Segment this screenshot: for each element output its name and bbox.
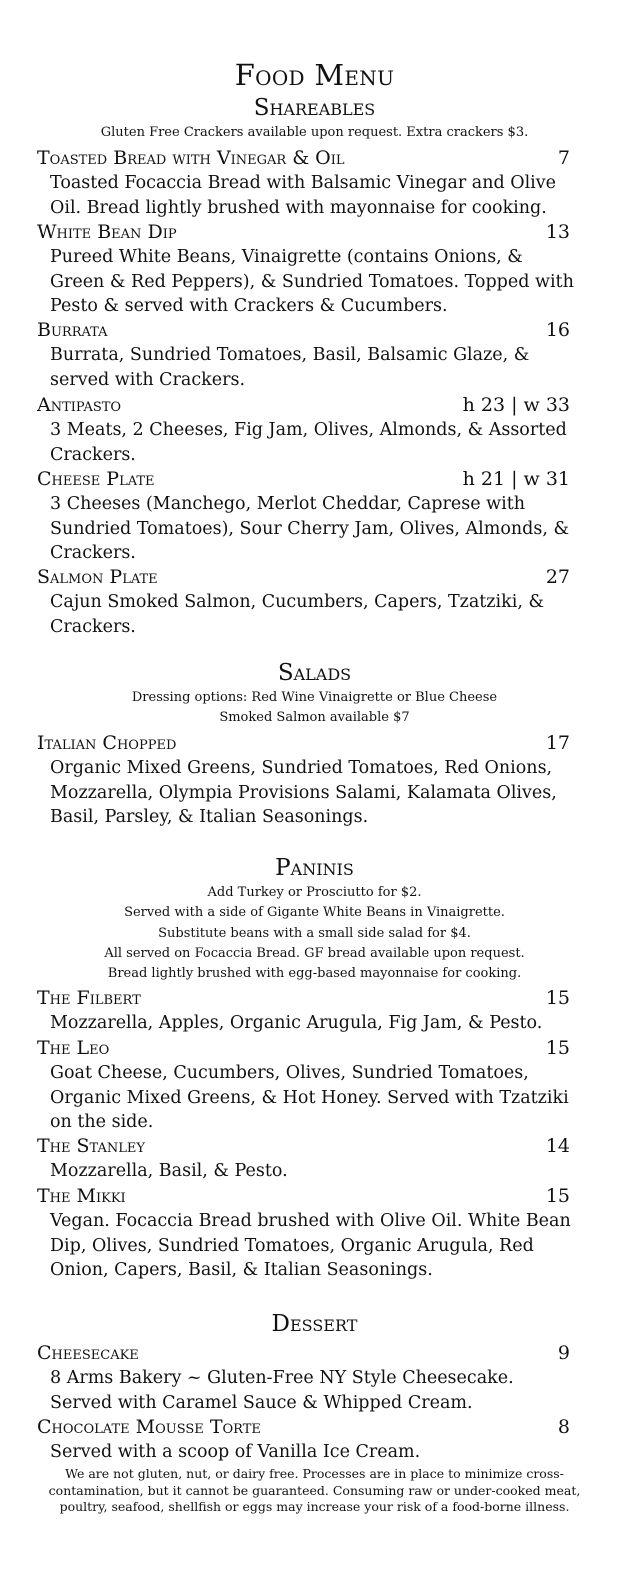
item-price: h 21 | w 31: [462, 468, 570, 490]
menu-item-italian-chopped: [37, 731, 570, 755]
section-note: Add Turkey or Prosciutto for $2.: [207, 885, 422, 900]
item-name: Salmon Plate: [37, 566, 158, 588]
section-note: Substitute beans with a small side salad for $4.: [158, 926, 471, 941]
menu-item-burrata: [37, 318, 570, 342]
item-description: Organic Mixed Greens, Sundried Tomatoes, Red Onions, Mozzarella, Olympia Provisions Salami, Kalamata Olives, Basil, Parsley, & Italian Seasonings.: [50, 758, 557, 827]
item-description: Pureed White Beans, Vinaigrette (contains Onions, & Green & Red Peppers), & Sundried Tomatoes. Topped with Pesto & served with Crackers & Cucumbers.: [50, 247, 574, 316]
menu-title: Food Menu: [234, 58, 395, 92]
item-name: The Filbert: [37, 987, 141, 1009]
item-price: 15: [545, 987, 570, 1009]
section-heading-shareables: Shareables: [253, 95, 376, 121]
item-name: Cheese Plate: [37, 468, 155, 490]
item-description: 8 Arms Bakery ~ Gluten-Free NY Style Cheesecake. Served with Caramel Sauce & Whipped Cream.: [50, 1368, 514, 1413]
item-description: Mozzarella, Basil, & Pesto.: [50, 1161, 288, 1181]
menu-item-white-bean-dip: [37, 220, 570, 244]
item-price: 15: [545, 1185, 570, 1207]
menu-item-salmon-plate: [37, 565, 570, 589]
item-price: 17: [545, 732, 570, 754]
item-description: 3 Cheeses (Manchego, Merlot Cheddar, Caprese with Sundried Tomatoes), Sour Cherry Jam, Olives, Almonds, & Crackers.: [50, 494, 570, 563]
item-price: 9: [557, 1342, 570, 1364]
item-name: Antipasto: [37, 394, 122, 416]
menu-item-cheese-plate: [37, 467, 570, 491]
section-note: Bread lightly brushed with egg-based mayonnaise for cooking.: [107, 966, 522, 981]
section-note: Served with a side of Gigante White Beans in Vinaigrette.: [124, 905, 505, 920]
item-description: Cajun Smoked Salmon, Cucumbers, Capers, Tzatziki, & Crackers.: [50, 592, 545, 637]
item-name: Chocolate Mousse Torte: [37, 1416, 261, 1438]
section-note: Smoked Salmon available $7: [219, 710, 410, 725]
item-description: 3 Meats, 2 Cheeses, Fig Jam, Olives, Almonds, & Assorted Crackers.: [50, 420, 567, 465]
item-description: Toasted Focaccia Bread with Balsamic Vinegar and Olive Oil. Bread lightly brushed with mayonnaise for cooking.: [50, 173, 557, 218]
item-price: 16: [545, 319, 570, 341]
menu-item-antipasto: [37, 393, 570, 417]
menu-item-toasted-bread: [37, 146, 570, 170]
menu-item-the-stanley: [37, 1134, 570, 1158]
menu-item-the-mikki: [37, 1184, 570, 1208]
menu-item-the-leo: [37, 1036, 570, 1060]
item-description: Goat Cheese, Cucumbers, Olives, Sundried Tomatoes, Organic Mixed Greens, & Hot Honey. Served with Tzatziki on the side.: [50, 1063, 569, 1132]
section-heading-dessert: Dessert: [271, 1311, 358, 1337]
item-description: Mozzarella, Apples, Organic Arugula, Fig Jam, & Pesto.: [50, 1013, 543, 1033]
menu-item-cheesecake: [37, 1341, 570, 1365]
section-heading-salads: Salads: [277, 660, 352, 686]
allergen-disclaimer: We are not gluten, nut, or dairy free. Processes are in place to minimize cross-contamination, but it cannot be guaranteed. Consuming raw or under-cooked meat, poultry, seafood, shellfish or eggs may increase your risk of a food-borne illness.: [48, 1466, 581, 1514]
item-name: Cheesecake: [37, 1342, 139, 1364]
menu-item-chocolate-mousse-torte: [37, 1415, 570, 1439]
item-price: 8: [557, 1416, 570, 1438]
section-heading-paninis: Paninis: [275, 855, 354, 881]
item-price: 15: [545, 1037, 570, 1059]
item-name: The Leo: [37, 1037, 110, 1059]
section-note: Gluten Free Crackers available upon request. Extra crackers $3.: [100, 125, 529, 140]
item-name: The Stanley: [37, 1135, 145, 1157]
menu-item-the-filbert: [37, 986, 570, 1010]
item-name: Italian Chopped: [37, 732, 177, 754]
item-name: Toasted Bread with Vinegar & Oil: [37, 147, 345, 169]
item-price: 27: [545, 566, 570, 588]
item-description: Burrata, Sundried Tomatoes, Basil, Balsamic Glaze, & served with Crackers.: [50, 345, 530, 390]
item-name: Burrata: [37, 319, 108, 341]
item-name: The Mikki: [37, 1185, 126, 1207]
item-description: Vegan. Focaccia Bread brushed with Olive Oil. White Bean Dip, Olives, Sundried Tomatoes, Organic Arugula, Red Onion, Capers, Basil, & Italian Seasonings.: [50, 1211, 571, 1280]
item-name: White Bean Dip: [37, 221, 177, 243]
item-price: 13: [545, 221, 570, 243]
item-price: 7: [557, 147, 570, 169]
section-note: Dressing options: Red Wine Vinaigrette or Blue Cheese: [131, 690, 498, 705]
section-note: All served on Focaccia Bread. GF bread available upon request.: [104, 946, 525, 961]
item-price: h 23 | w 33: [462, 394, 570, 416]
item-price: 14: [545, 1135, 570, 1157]
item-description: Served with a scoop of Vanilla Ice Cream.: [50, 1442, 421, 1462]
